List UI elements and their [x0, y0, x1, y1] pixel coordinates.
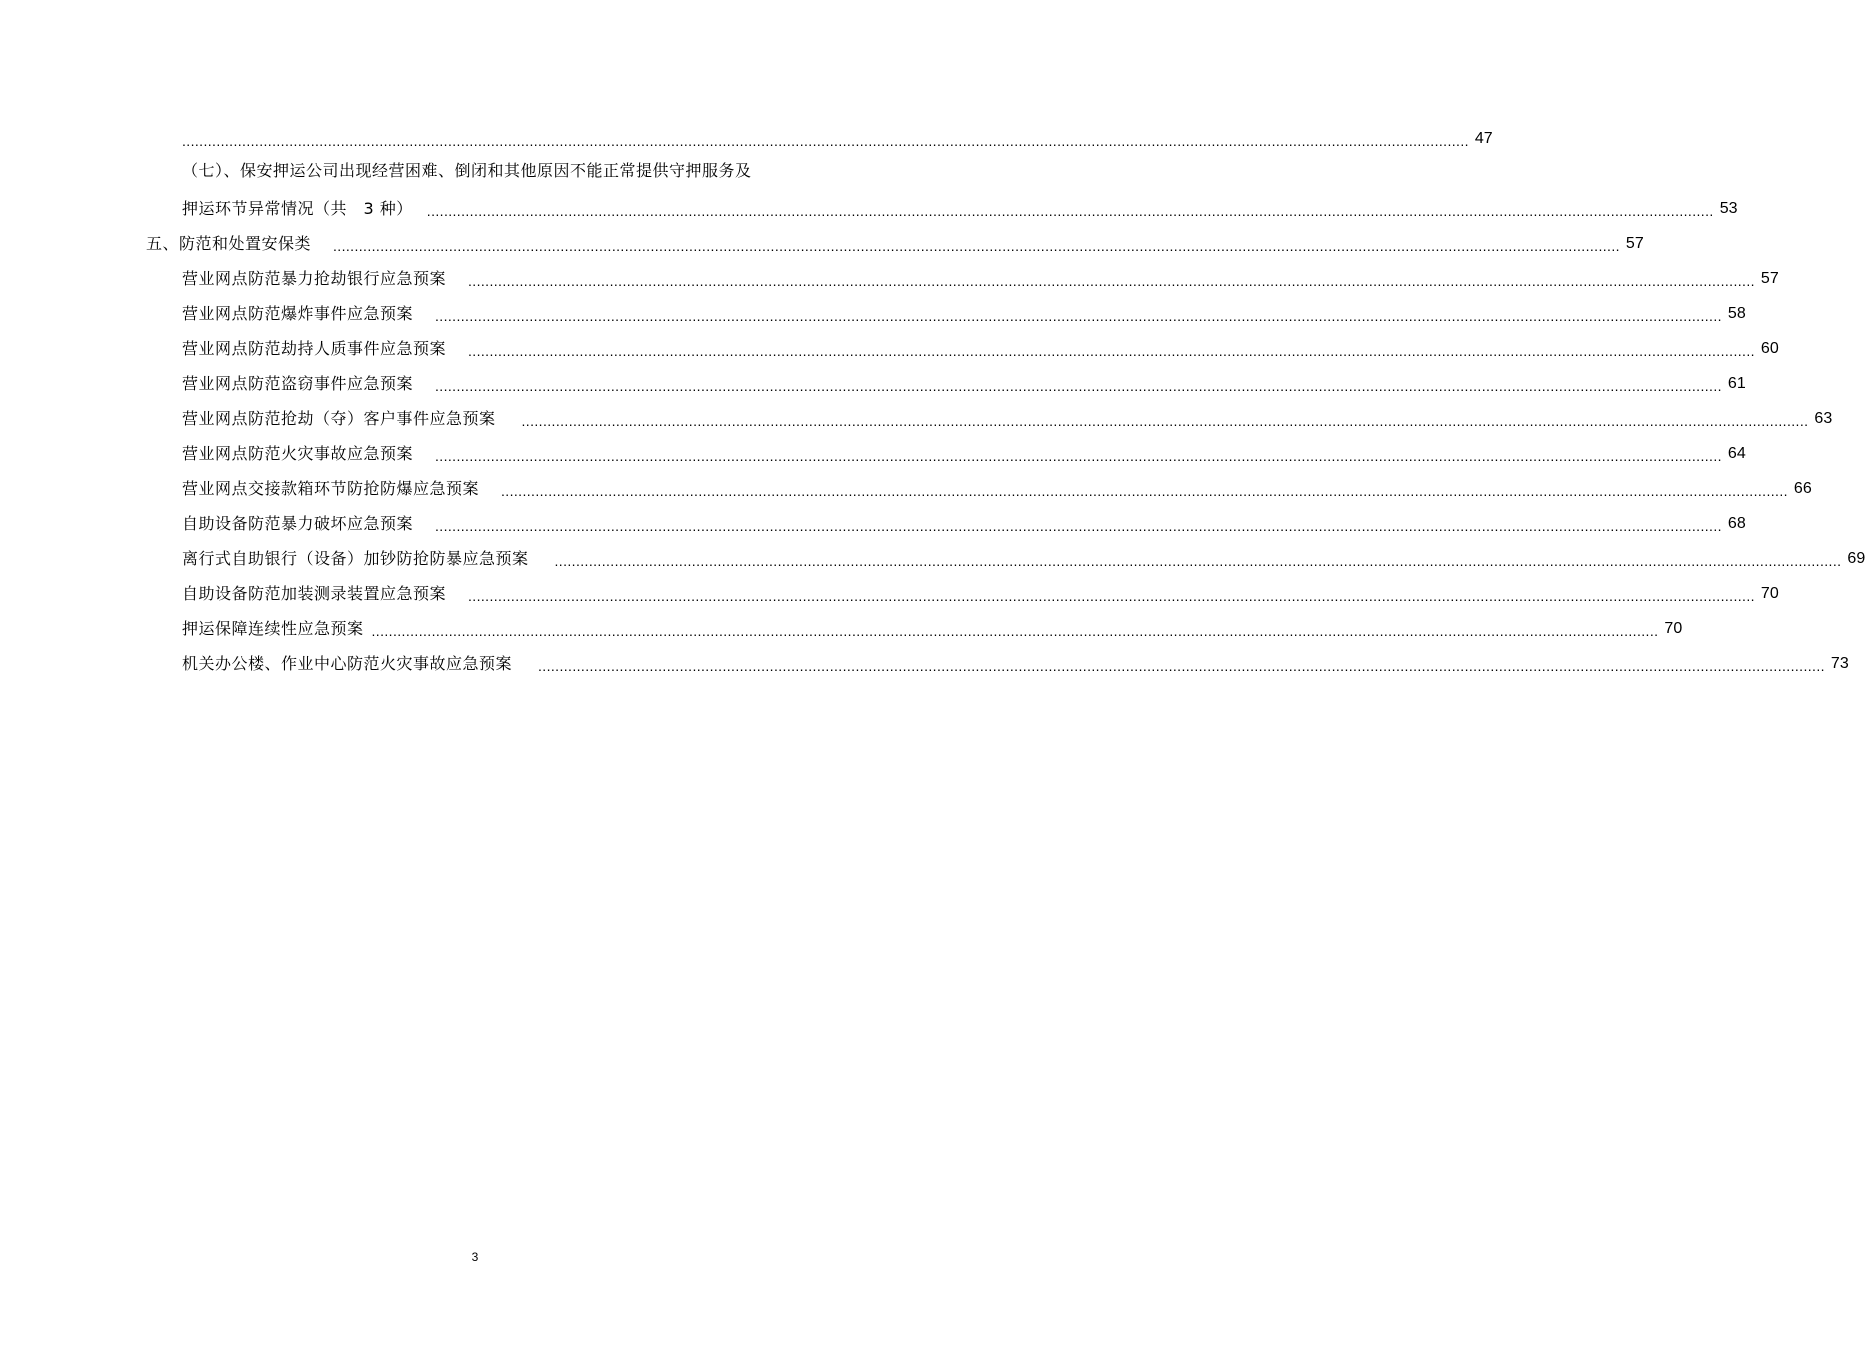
dot-leader: ............................................................................................................................................................................................................................................................................................................ [521, 413, 1809, 429]
toc-page-number: 61 [1727, 375, 1746, 392]
toc-page-number: 68 [1727, 515, 1746, 532]
toc-entry[interactable] [182, 583, 1779, 605]
toc-entry[interactable] [182, 618, 1683, 640]
toc-entry-title: 离行式自助银行（设备）加钞防抢防暴应急预案 [182, 549, 529, 568]
toc-entry[interactable] [182, 653, 1849, 675]
toc-entry[interactable] [182, 443, 1746, 465]
toc-page-number: 70 [1664, 620, 1683, 637]
toc-entry[interactable] [182, 513, 1746, 535]
toc-page-number: 73 [1830, 655, 1849, 672]
dot-leader: ............................................................................................................................................................................................................................................................................................................ [426, 203, 1714, 219]
dot-leader: ............................................................................................................................................................................................................................................................................................................ [538, 658, 1825, 674]
toc-entry[interactable] [182, 338, 1779, 360]
toc-page-number: 66 [1793, 480, 1812, 497]
dot-leader: ............................................................................................................................................................................................................................................................................................................ [435, 378, 1722, 394]
toc-section-heading[interactable] [146, 233, 1644, 255]
toc-entry[interactable] [182, 198, 1738, 220]
toc-entry[interactable] [182, 373, 1746, 395]
toc-entry-title: 营业网点防范劫持人质事件应急预案 [182, 339, 447, 358]
toc-entry-title: 押运保障连续性应急预案 [182, 619, 364, 638]
dot-leader: ............................................................................................................................................................................................................................................................................................................ [435, 308, 1722, 324]
dot-leader: ............................................................................................................................................................................................................................................................................................................ [468, 588, 1755, 604]
dot-leader: ............................................................................................................................................................................................................................................................................................................ [501, 483, 1788, 499]
dot-leader: ............................................................................................................................................................................................................................................................................................................ [468, 343, 1755, 359]
toc-entry-title: 营业网点防范暴力抢劫银行应急预案 [182, 269, 447, 288]
toc-entry-title: 五、防范和处置安保类 [146, 234, 312, 253]
dot-leader: ............................................................................................................................................................................................................................................................................................................ [182, 133, 1469, 149]
toc-page-number: 57 [1625, 235, 1644, 252]
toc-entry-title: 押运环节异常情况（共 3 种） [182, 199, 413, 218]
toc-entry-title: 机关办公楼、作业中心防范火灾事故应急预案 [182, 654, 513, 673]
toc-entry[interactable] [182, 128, 1493, 150]
dot-leader: ............................................................................................................................................................................................................................................................................................................ [333, 238, 1620, 254]
toc-page-number: 64 [1727, 445, 1746, 462]
toc-page-number: 58 [1727, 305, 1746, 322]
toc-entry[interactable] [182, 303, 1746, 325]
dot-leader: ............................................................................................................................................................................................................................................................................................................ [371, 623, 1659, 639]
toc-entry-title: 营业网点防范爆炸事件应急预案 [182, 304, 414, 323]
toc-entry[interactable] [182, 478, 1812, 500]
page-number: 3 [471, 1250, 479, 1264]
toc-entry-title: 营业网点防范火灾事故应急预案 [182, 444, 414, 463]
dot-leader: ............................................................................................................................................................................................................................................................................................................ [554, 553, 1842, 569]
dot-leader: ............................................................................................................................................................................................................................................................................................................ [468, 273, 1755, 289]
toc-page-number: 69 [1847, 550, 1865, 567]
toc-page-number: 53 [1719, 200, 1738, 217]
toc-entry-title: 营业网点防范抢劫（夺）客户事件应急预案 [182, 409, 496, 428]
dot-leader: ............................................................................................................................................................................................................................................................................................................ [435, 448, 1722, 464]
toc-entry-title: 自助设备防范暴力破坏应急预案 [182, 514, 414, 533]
toc-page-number: 70 [1760, 585, 1779, 602]
toc-entry-title: 营业网点交接款箱环节防抢防爆应急预案 [182, 479, 480, 498]
toc-entry-title: 自助设备防范加装测录装置应急预案 [182, 584, 447, 603]
toc-entry-title: 营业网点防范盗窃事件应急预案 [182, 374, 414, 393]
toc-page-number: 63 [1814, 410, 1833, 427]
toc-page-number: 57 [1760, 270, 1779, 287]
toc-entry[interactable] [182, 408, 1833, 430]
toc-entry-title-line1: （七）、保安押运公司出现经营困难、倒闭和其他原因不能正常提供守押服务及 [182, 161, 752, 180]
dot-leader: ............................................................................................................................................................................................................................................................................................................ [435, 518, 1722, 534]
toc-page-number: 60 [1760, 340, 1779, 357]
toc-entry[interactable] [182, 548, 1865, 570]
toc-page-number: 47 [1474, 130, 1493, 147]
toc-entry[interactable] [182, 268, 1779, 290]
